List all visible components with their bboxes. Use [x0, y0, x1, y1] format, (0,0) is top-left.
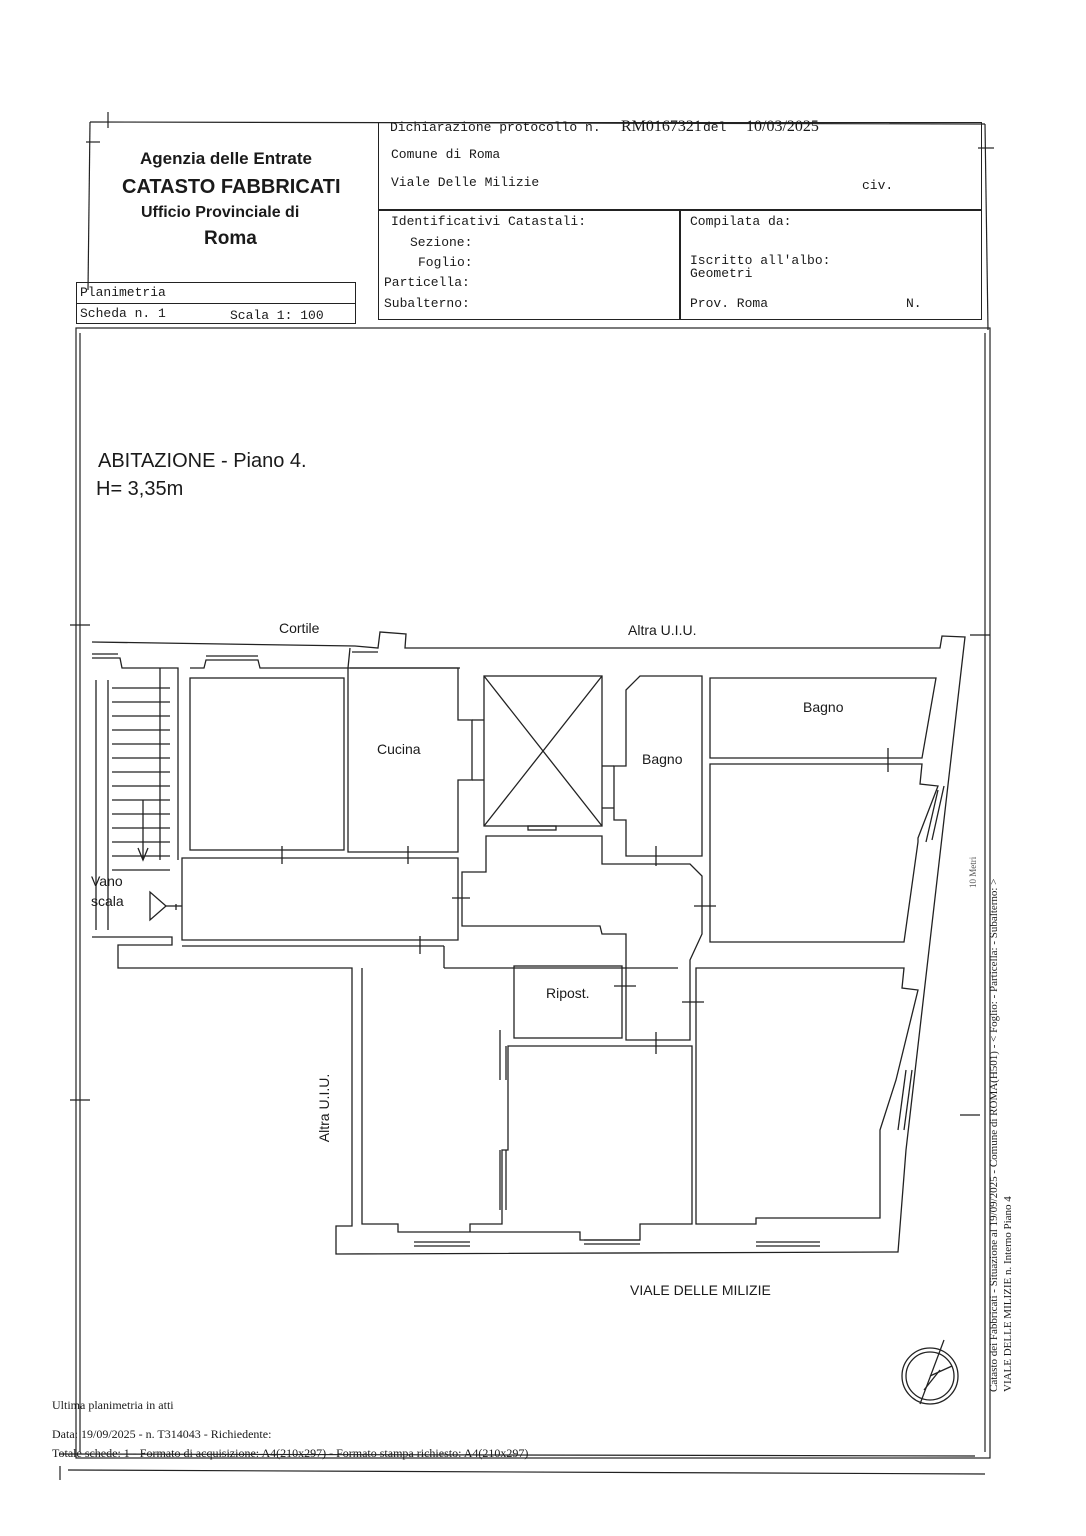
compilata-title: Compilata da:: [690, 214, 792, 229]
label-altra-top: Altra U.I.U.: [628, 622, 697, 638]
protocol-number: RM0167321: [621, 118, 702, 135]
footer-line1: Ultima planimetria in atti: [52, 1398, 174, 1412]
subalterno-label: Subalterno:: [384, 296, 470, 311]
ufficio-label: Ufficio Provinciale di: [141, 204, 300, 221]
identificativi-title: Identificativi Catastali:: [391, 214, 587, 229]
room-lower-left: [362, 968, 692, 1240]
n-label: N.: [906, 296, 922, 311]
corridor-center: [462, 836, 702, 1040]
label-bagno-right: Bagno: [803, 699, 844, 715]
room-ripost: [514, 966, 622, 1038]
compass-symbol: [902, 1340, 958, 1404]
sezione-label: Sezione:: [410, 235, 473, 250]
del-label: del: [703, 120, 727, 135]
iscritto-label: Iscritto all'albo:: [690, 253, 831, 268]
label-ripost: Ripost.: [546, 985, 590, 1001]
label-cucina: Cucina: [377, 741, 421, 757]
protocol-date: 10/03/2025: [746, 118, 819, 135]
stair-treads: [112, 688, 170, 870]
corridor: [182, 858, 458, 940]
room-right-upper: [710, 764, 938, 942]
label-scala: scala: [91, 893, 124, 909]
side-stamp: 10 Metri: [968, 856, 978, 888]
label-street: VIALE DELLE MILIZIE: [630, 1282, 771, 1298]
foglio-label: Foglio:: [418, 255, 473, 270]
agency-name: Agenzia delle Entrate: [140, 149, 312, 168]
room-cucina: [348, 668, 472, 852]
label-bagno-center: Bagno: [642, 751, 683, 767]
outer-wall: [92, 632, 965, 1254]
protocol-label: Dichiarazione protocollo n.: [390, 120, 601, 135]
room-left: [190, 678, 344, 850]
prov-label: Prov. Roma: [690, 296, 769, 311]
side-text-line2: VIALE DELLE MILIZIE n. Interno Piano 4: [1002, 1196, 1014, 1392]
city-label: Roma: [204, 228, 257, 249]
footer-line3: Totale schede: 1 - Formato di acquisizione: A4(210x297) - Formato stampa richiesto: A4(210x297): [52, 1446, 529, 1460]
label-cortile: Cortile: [279, 620, 320, 636]
catasto-title: CATASTO FABBRICATI: [122, 176, 341, 198]
albo-label: Geometri: [690, 266, 753, 281]
room-bagno-right: [710, 678, 936, 758]
footer-line2: Data: 19/09/2025 - n. T314043 - Richiedente:: [52, 1427, 272, 1441]
comune-label: Comune di Roma: [391, 147, 501, 162]
plan-height: H= 3,35m: [96, 478, 184, 500]
room-lower-right: [696, 968, 918, 1224]
label-altra-left: Altra U.I.U.: [316, 1073, 333, 1143]
civ-label: civ.: [862, 178, 894, 193]
outer-wall-inner: [190, 648, 350, 668]
entrance-door: [150, 892, 166, 920]
scheda-label: Scheda n. 1: [80, 306, 166, 321]
planimetria-label: Planimetria: [80, 285, 166, 300]
particella-label: Particella:: [384, 275, 470, 290]
plan-title: ABITAZIONE - Piano 4.: [98, 450, 307, 472]
label-vano: Vano: [91, 873, 123, 889]
side-text-line1: Catasto dei Fabbricati - Situazione al 19/09/2025 - Comune di ROMA(H501) - < Foglio: - Particella: - Subalterno: >: [988, 878, 1000, 1392]
address-label: Viale Delle Milizie: [391, 175, 540, 190]
scala-label: Scala 1: 100: [230, 308, 324, 323]
door-ticks: [176, 748, 888, 1054]
